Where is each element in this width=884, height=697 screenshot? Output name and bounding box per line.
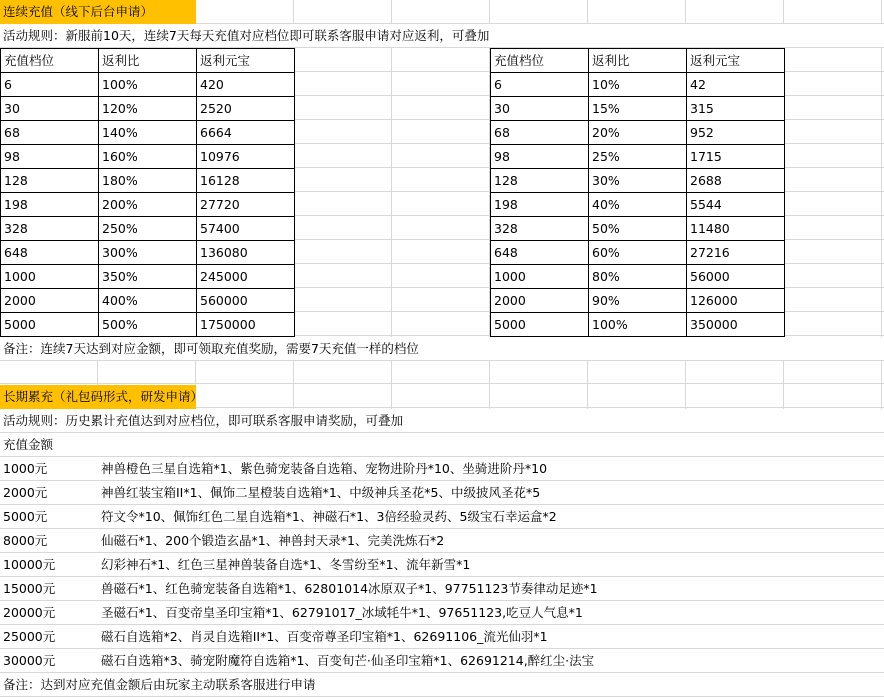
reward-amount: 8000元 xyxy=(3,533,48,548)
section2-note-row[interactable] xyxy=(0,673,884,697)
table-cell[interactable]: 500% xyxy=(99,313,197,337)
table-row xyxy=(1,169,295,193)
table-cell[interactable]: 198 xyxy=(1,193,99,217)
table-cell[interactable]: 2688 xyxy=(687,169,785,193)
reward-items: 兽磁石*1、红色骑宠装备自选箱*1、62801014冰原双子*1、97751123节奏律动足迹*1 xyxy=(101,581,598,596)
table-cell[interactable]: 128 xyxy=(1,169,99,193)
table-cell[interactable]: 120% xyxy=(99,97,197,121)
table-row xyxy=(491,193,785,217)
reward-row[interactable] xyxy=(0,529,884,553)
table-row xyxy=(1,217,295,241)
table-cell[interactable]: 11480 xyxy=(687,217,785,241)
reward-amount: 2000元 xyxy=(3,485,48,500)
table-cell[interactable]: 136080 xyxy=(197,241,295,265)
table-row xyxy=(491,169,785,193)
table-cell[interactable]: 30% xyxy=(589,169,687,193)
table-cell[interactable]: 20% xyxy=(589,121,687,145)
table-cell[interactable]: 42 xyxy=(687,73,785,97)
section2-title[interactable]: 长期累充（礼包码形式，研发申请） xyxy=(0,385,196,409)
column-header[interactable]: 返利元宝 xyxy=(197,49,295,73)
section2-rule-row[interactable] xyxy=(0,409,884,433)
table-cell[interactable]: 68 xyxy=(491,121,589,145)
table-row xyxy=(491,289,785,313)
reward-row[interactable] xyxy=(0,505,884,529)
table-cell[interactable]: 56000 xyxy=(687,265,785,289)
table-cell[interactable]: 1000 xyxy=(491,265,589,289)
reward-row[interactable] xyxy=(0,553,884,577)
table-cell[interactable]: 180% xyxy=(99,169,197,193)
table-header-row xyxy=(1,49,295,73)
table-cell[interactable]: 50% xyxy=(589,217,687,241)
table-cell[interactable]: 98 xyxy=(1,145,99,169)
table-cell[interactable]: 2000 xyxy=(1,289,99,313)
section2-header: 充值金额 xyxy=(3,437,54,452)
reward-items: 磁石自选箱*3、骑宠附魔符自选箱*1、百变旬芒·仙圣印宝箱*1、62691214,醉红尘·法宝 xyxy=(101,653,595,668)
table-cell[interactable]: 10% xyxy=(589,73,687,97)
table-row xyxy=(491,145,785,169)
table-cell[interactable]: 160% xyxy=(99,145,197,169)
table-row xyxy=(491,313,785,337)
table-cell[interactable]: 57400 xyxy=(197,217,295,241)
table-row xyxy=(1,73,295,97)
table-cell[interactable]: 6 xyxy=(491,73,589,97)
reward-items: 幻彩神石*1、红色三星神兽装备自选*1、冬雪纷至*1、流年新雪*1 xyxy=(101,557,471,572)
reward-items: 符文令*10、佩饰红色二星自选箱*1、神磁石*1、3倍经验灵药、5级宝石幸运盒*2 xyxy=(101,509,557,524)
table-cell[interactable]: 27720 xyxy=(197,193,295,217)
section1-note: 备注：连续7天达到对应金额，即可领取充值奖励，需要7天充值一样的档位 xyxy=(3,341,419,356)
table-cell[interactable]: 30 xyxy=(491,97,589,121)
table-cell[interactable]: 40% xyxy=(589,193,687,217)
table-cell[interactable]: 2000 xyxy=(491,289,589,313)
rebate-table-right xyxy=(490,48,785,337)
column-header[interactable]: 返利元宝 xyxy=(687,49,785,73)
reward-row[interactable] xyxy=(0,577,884,601)
table-cell[interactable]: 1750000 xyxy=(197,313,295,337)
table-cell[interactable]: 560000 xyxy=(197,289,295,313)
section1-rule-row[interactable] xyxy=(0,24,884,48)
reward-amount: 25000元 xyxy=(3,629,56,644)
table-cell[interactable]: 100% xyxy=(589,313,687,337)
section1-title[interactable]: 连续充值（线下后台申请） xyxy=(0,0,196,24)
reward-amount: 20000元 xyxy=(3,605,56,620)
table-cell[interactable]: 90% xyxy=(589,289,687,313)
reward-amount: 10000元 xyxy=(3,557,56,572)
table-cell[interactable]: 420 xyxy=(197,73,295,97)
section1-note-row[interactable] xyxy=(0,337,884,361)
reward-row[interactable] xyxy=(0,457,884,481)
table-cell[interactable]: 140% xyxy=(99,121,197,145)
reward-row[interactable] xyxy=(0,649,884,673)
section2-header-row[interactable] xyxy=(0,433,884,457)
table-cell[interactable]: 98 xyxy=(491,145,589,169)
table-row xyxy=(1,289,295,313)
table-row xyxy=(1,193,295,217)
table-row xyxy=(491,217,785,241)
section1-rule: 活动规则：新服前10天，连续7天每天充值对应档位即可联系客服申请对应返利，可叠加 xyxy=(3,28,490,43)
reward-items: 神兽橙色三星自选箱*1、紫色骑宠装备自选箱、宠物进阶丹*10、坐骑进阶丹*10 xyxy=(101,461,548,476)
table-cell[interactable]: 245000 xyxy=(197,265,295,289)
table-row xyxy=(1,97,295,121)
column-header[interactable]: 返利比 xyxy=(99,49,197,73)
table-row xyxy=(1,241,295,265)
table-cell[interactable]: 1000 xyxy=(1,265,99,289)
table-cell[interactable]: 27216 xyxy=(687,241,785,265)
reward-amount: 1000元 xyxy=(3,461,48,476)
reward-row[interactable] xyxy=(0,601,884,625)
table-cell[interactable]: 1715 xyxy=(687,145,785,169)
section2-rule: 活动规则：历史累计充值达到对应档位，即可联系客服申请奖励，可叠加 xyxy=(3,413,404,428)
table-cell[interactable]: 250% xyxy=(99,217,197,241)
table-cell[interactable]: 5544 xyxy=(687,193,785,217)
table-cell[interactable]: 60% xyxy=(589,241,687,265)
table-cell[interactable]: 15% xyxy=(589,97,687,121)
column-header[interactable]: 充值档位 xyxy=(491,49,589,73)
table-row xyxy=(491,241,785,265)
table-row xyxy=(1,121,295,145)
table-cell[interactable]: 128 xyxy=(491,169,589,193)
column-header[interactable]: 充值档位 xyxy=(1,49,99,73)
table-cell[interactable]: 200% xyxy=(99,193,197,217)
table-cell[interactable]: 5000 xyxy=(1,313,99,337)
table-cell[interactable]: 315 xyxy=(687,97,785,121)
reward-row[interactable] xyxy=(0,625,884,649)
table-cell[interactable]: 6664 xyxy=(197,121,295,145)
table-cell[interactable]: 952 xyxy=(687,121,785,145)
table-row xyxy=(1,145,295,169)
table-cell[interactable]: 328 xyxy=(1,217,99,241)
reward-amount: 5000元 xyxy=(3,509,48,524)
table-header-row xyxy=(491,49,785,73)
section2-note: 备注：达到对应充值金额后由玩家主动联系客服进行申请 xyxy=(3,677,316,692)
reward-items: 神兽红装宝箱II*1、佩饰二星橙装自选箱*1、中级神兵圣花*5、中级披风圣花*5 xyxy=(101,485,541,500)
table-cell[interactable]: 126000 xyxy=(687,289,785,313)
reward-amount: 15000元 xyxy=(3,581,56,596)
table-row xyxy=(491,265,785,289)
reward-row[interactable] xyxy=(0,481,884,505)
table-cell[interactable]: 300% xyxy=(99,241,197,265)
reward-items: 圣磁石*1、百变帝皇圣印宝箱*1、62791017_冰域牦牛*1、97651123,吃豆人气息*1 xyxy=(101,605,583,620)
table-row xyxy=(491,97,785,121)
table-cell[interactable]: 68 xyxy=(1,121,99,145)
reward-amount: 30000元 xyxy=(3,653,56,668)
table-row xyxy=(491,121,785,145)
table-cell[interactable]: 80% xyxy=(589,265,687,289)
reward-items: 仙磁石*1、200个锻造玄晶*1、神兽封天录*1、完美洗炼石*2 xyxy=(101,533,445,548)
table-cell[interactable]: 648 xyxy=(1,241,99,265)
column-header[interactable]: 返利比 xyxy=(589,49,687,73)
table-cell[interactable]: 6 xyxy=(1,73,99,97)
table-cell[interactable]: 400% xyxy=(99,289,197,313)
rebate-table-left xyxy=(0,48,295,337)
table-cell[interactable]: 25% xyxy=(589,145,687,169)
table-cell[interactable]: 350000 xyxy=(687,313,785,337)
table-cell[interactable]: 328 xyxy=(491,217,589,241)
table-cell[interactable]: 30 xyxy=(1,97,99,121)
table-cell[interactable]: 10976 xyxy=(197,145,295,169)
table-row xyxy=(491,73,785,97)
table-cell[interactable]: 16128 xyxy=(197,169,295,193)
table-cell[interactable]: 100% xyxy=(99,73,197,97)
table-cell[interactable]: 198 xyxy=(491,193,589,217)
table-cell[interactable]: 350% xyxy=(99,265,197,289)
table-row xyxy=(1,265,295,289)
table-cell[interactable]: 648 xyxy=(491,241,589,265)
reward-items: 磁石自选箱*2、肖灵自选箱II*1、百变帝尊圣印宝箱*1、62691106_流光仙羽*1 xyxy=(101,629,548,644)
table-row xyxy=(1,313,295,337)
table-cell[interactable]: 2520 xyxy=(197,97,295,121)
table-cell[interactable]: 5000 xyxy=(491,313,589,337)
